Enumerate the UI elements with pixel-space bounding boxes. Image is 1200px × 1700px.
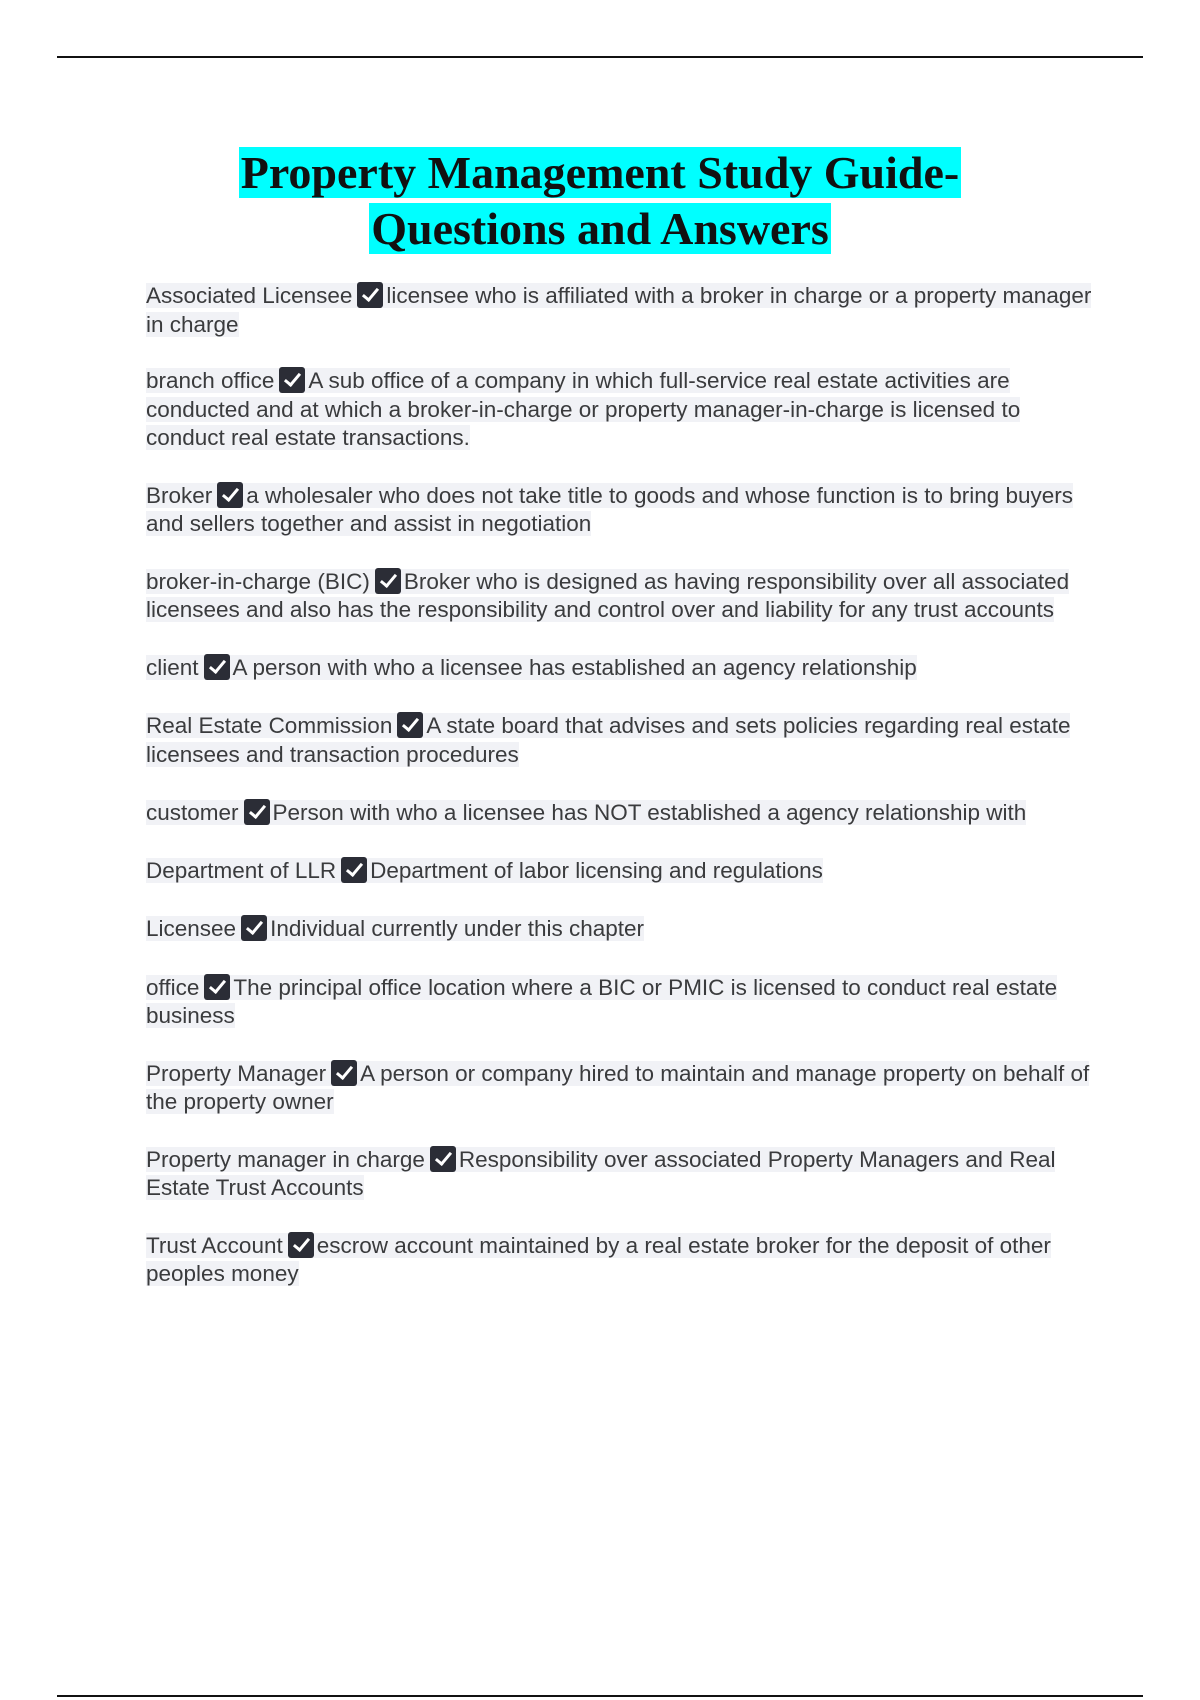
- glossary-entry: [146, 367, 1094, 453]
- title-line-2: Questions and Answers: [371, 203, 829, 254]
- checkbox-checked-icon: [357, 282, 383, 308]
- glossary-entry: [146, 857, 1094, 886]
- checkbox-checked-icon: [204, 974, 230, 1000]
- glossary-entry: [146, 568, 1094, 625]
- entry-term: customer: [146, 800, 239, 825]
- glossary-entry: [146, 915, 1094, 944]
- entry-definition: A person or company hired to maintain and manage property on behalf of the property owner: [146, 1060, 1090, 1114]
- checkbox-checked-icon: [244, 799, 270, 825]
- title-line-1: Property Management Study Guide-: [240, 147, 960, 198]
- glossary-entry: [146, 974, 1094, 1031]
- entry-definition: The principal office location where a BIC or PMIC is licensed to conduct real estate business: [146, 974, 1058, 1028]
- entry-definition: licensee who is affiliated with a broker in charge or a property manager in charge: [146, 283, 1092, 337]
- entry-definition: A sub office of a company in which full-service real estate activities are conducted and at which a broker-in-charge or property manager-in-charge is licensed to conduct real estate transactions.: [146, 368, 1021, 450]
- glossary-entry: [146, 1232, 1094, 1289]
- top-rule: [57, 56, 1143, 58]
- entry-definition: Broker who is designed as having responsibility over all associated licensees and also has the responsibility and control over and liability for any trust accounts: [146, 568, 1070, 622]
- checkbox-checked-icon: [397, 712, 423, 738]
- entry-definition: a wholesaler who does not take title to goods and whose function is to bring buyers and sellers together and assist in negotiation: [146, 482, 1074, 536]
- glossary-entry: [146, 654, 1094, 683]
- entry-term: Associated Licensee: [146, 283, 353, 308]
- entry-term: Property Manager: [146, 1060, 327, 1086]
- glossary-entry: [146, 712, 1094, 769]
- checkbox-checked-icon: [288, 1232, 314, 1258]
- entry-term: Trust Account: [146, 1232, 283, 1258]
- glossary-entry: [146, 1146, 1094, 1203]
- entry-term: Department of LLR: [146, 857, 337, 883]
- checkbox-checked-icon: [217, 482, 243, 508]
- entry-term: client: [146, 654, 199, 680]
- entry-term: Real Estate Commission: [146, 713, 393, 738]
- glossary-list: [146, 282, 1094, 1289]
- entry-definition: Person with who a licensee has NOT established a agency relationship with: [272, 800, 1027, 825]
- checkbox-checked-icon: [279, 367, 305, 393]
- checkbox-checked-icon: [430, 1146, 456, 1172]
- glossary-entry: [146, 282, 1094, 339]
- entry-term: broker-in-charge (BIC): [146, 568, 370, 594]
- entry-term: Licensee: [146, 916, 237, 941]
- entry-term: office: [146, 974, 200, 1000]
- glossary-entry: [146, 799, 1094, 828]
- entry-definition: Individual currently under this chapter: [270, 916, 645, 941]
- checkbox-checked-icon: [341, 857, 367, 883]
- entry-term: branch office: [146, 368, 275, 393]
- entry-definition: A state board that advises and sets policies regarding real estate licensees and transaction procedures: [146, 713, 1071, 767]
- page-title: [0, 145, 1200, 257]
- entry-definition: Department of labor licensing and regulations: [370, 857, 823, 883]
- checkbox-checked-icon: [241, 915, 267, 941]
- bottom-rule: [57, 1695, 1143, 1697]
- checkbox-checked-icon: [331, 1060, 357, 1086]
- entry-definition: escrow account maintained by a real estate broker for the deposit of other peoples money: [146, 1232, 1051, 1286]
- entry-term: Broker: [146, 482, 213, 508]
- checkbox-checked-icon: [375, 568, 401, 594]
- checkbox-checked-icon: [204, 654, 230, 680]
- glossary-entry: [146, 1060, 1094, 1117]
- glossary-entry: [146, 482, 1094, 539]
- entry-definition: Responsibility over associated Property Managers and Real Estate Trust Accounts: [146, 1146, 1056, 1200]
- entry-term: Property manager in charge: [146, 1146, 425, 1172]
- entry-definition: A person with who a licensee has established an agency relationship: [232, 654, 917, 680]
